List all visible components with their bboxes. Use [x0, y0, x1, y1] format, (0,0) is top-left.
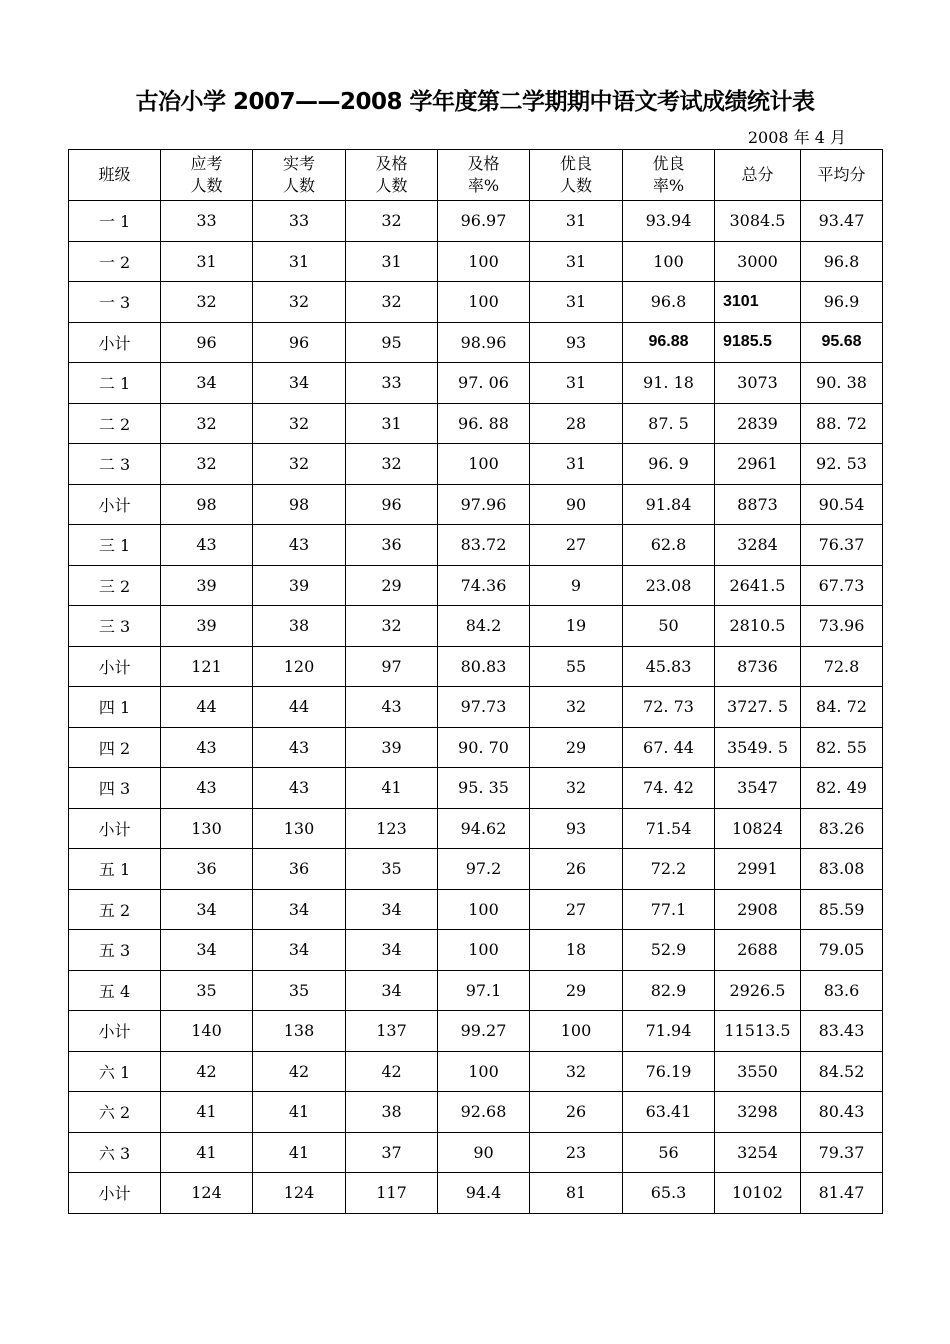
cell-average-score: 73.96: [801, 606, 883, 647]
cell-pass-rate: 80.83: [438, 646, 530, 687]
cell-excellent-rate: 50: [623, 606, 715, 647]
header-line: 及格: [375, 154, 408, 173]
cell-total-score: 9185.5: [715, 322, 801, 363]
cell-excellent-rate: 96.88: [623, 322, 715, 363]
cell-pass-count: 38: [346, 1092, 438, 1133]
cell-excellent-count: 26: [530, 849, 623, 890]
cell-expected-count: 124: [161, 1173, 253, 1214]
cell-excellent-rate: 23.08: [623, 565, 715, 606]
cell-average-score: 80.43: [801, 1092, 883, 1133]
cell-class: 五 2: [69, 889, 161, 930]
table-row: [69, 1173, 883, 1214]
cell-excellent-rate: 100: [623, 241, 715, 282]
cell-class: 小计: [69, 1173, 161, 1214]
table-row: [69, 241, 883, 282]
cell-total-score: 3254: [715, 1132, 801, 1173]
table-row: [69, 849, 883, 890]
cell-class: 五 4: [69, 970, 161, 1011]
cell-class: 五 3: [69, 930, 161, 971]
header-excellent-rate: [623, 150, 715, 201]
cell-class: 三 2: [69, 565, 161, 606]
report-date: 2008 年 4 月: [747, 128, 846, 147]
cell-excellent-count: 18: [530, 930, 623, 971]
cell-average-score: 72.8: [801, 646, 883, 687]
cell-excellent-count: 27: [530, 889, 623, 930]
cell-class: 二 3: [69, 444, 161, 485]
cell-excellent-count: 93: [530, 322, 623, 363]
cell-excellent-count: 29: [530, 727, 623, 768]
cell-expected-count: 96: [161, 322, 253, 363]
cell-actual-count: 130: [253, 808, 346, 849]
cell-excellent-rate: 63.41: [623, 1092, 715, 1133]
cell-average-score: 93.47: [801, 201, 883, 242]
cell-average-score: 90.54: [801, 484, 883, 525]
cell-pass-count: 31: [346, 241, 438, 282]
cell-expected-count: 34: [161, 889, 253, 930]
cell-pass-rate: 98.96: [438, 322, 530, 363]
cell-total-score: 2961: [715, 444, 801, 485]
cell-class: 二 1: [69, 363, 161, 404]
table-row: [69, 525, 883, 566]
cell-average-score: 81.47: [801, 1173, 883, 1214]
cell-excellent-rate: 93.94: [623, 201, 715, 242]
header-class: [69, 150, 161, 201]
cell-class: 六 3: [69, 1132, 161, 1173]
cell-total-score: 8873: [715, 484, 801, 525]
cell-excellent-count: 31: [530, 282, 623, 323]
header-line: 率%: [467, 176, 500, 195]
cell-excellent-rate: 76.19: [623, 1051, 715, 1092]
cell-total-score: 3000: [715, 241, 801, 282]
header-excellent-count: [530, 150, 623, 201]
cell-class: 三 1: [69, 525, 161, 566]
cell-actual-count: 35: [253, 970, 346, 1011]
cell-excellent-count: 31: [530, 363, 623, 404]
cell-excellent-rate: 82.9: [623, 970, 715, 1011]
cell-expected-count: 41: [161, 1132, 253, 1173]
cell-excellent-rate: 45.83: [623, 646, 715, 687]
cell-expected-count: 39: [161, 606, 253, 647]
header-line: 人数: [190, 176, 223, 195]
cell-total-score: 2908: [715, 889, 801, 930]
cell-pass-count: 41: [346, 768, 438, 809]
cell-average-score: 83.26: [801, 808, 883, 849]
cell-expected-count: 31: [161, 241, 253, 282]
cell-expected-count: 121: [161, 646, 253, 687]
cell-pass-count: 42: [346, 1051, 438, 1092]
cell-pass-count: 33: [346, 363, 438, 404]
cell-actual-count: 41: [253, 1132, 346, 1173]
cell-expected-count: 32: [161, 403, 253, 444]
cell-pass-rate: 95. 35: [438, 768, 530, 809]
cell-pass-rate: 83.72: [438, 525, 530, 566]
cell-expected-count: 43: [161, 768, 253, 809]
cell-actual-count: 34: [253, 889, 346, 930]
cell-pass-rate: 99.27: [438, 1011, 530, 1052]
cell-excellent-count: 93: [530, 808, 623, 849]
cell-actual-count: 138: [253, 1011, 346, 1052]
table-row: [69, 970, 883, 1011]
cell-class: 六 2: [69, 1092, 161, 1133]
cell-actual-count: 43: [253, 727, 346, 768]
cell-pass-rate: 96.97: [438, 201, 530, 242]
cell-actual-count: 32: [253, 444, 346, 485]
cell-excellent-count: 27: [530, 525, 623, 566]
cell-actual-count: 43: [253, 525, 346, 566]
cell-pass-count: 37: [346, 1132, 438, 1173]
cell-class: 小计: [69, 808, 161, 849]
cell-average-score: 83.08: [801, 849, 883, 890]
cell-average-score: 67.73: [801, 565, 883, 606]
cell-total-score: 3550: [715, 1051, 801, 1092]
header-line: 班级: [98, 165, 131, 184]
cell-expected-count: 33: [161, 201, 253, 242]
cell-pass-rate: 100: [438, 930, 530, 971]
cell-total-score: 2810.5: [715, 606, 801, 647]
cell-actual-count: 32: [253, 282, 346, 323]
cell-excellent-rate: 52.9: [623, 930, 715, 971]
table-row: [69, 1011, 883, 1052]
cell-pass-count: 123: [346, 808, 438, 849]
cell-excellent-rate: 71.94: [623, 1011, 715, 1052]
table-row: [69, 646, 883, 687]
cell-average-score: 79.37: [801, 1132, 883, 1173]
cell-total-score: 2926.5: [715, 970, 801, 1011]
cell-excellent-rate: 87. 5: [623, 403, 715, 444]
cell-expected-count: 36: [161, 849, 253, 890]
cell-expected-count: 32: [161, 444, 253, 485]
cell-actual-count: 124: [253, 1173, 346, 1214]
cell-pass-rate: 94.4: [438, 1173, 530, 1214]
cell-excellent-count: 90: [530, 484, 623, 525]
cell-pass-rate: 97.1: [438, 970, 530, 1011]
cell-pass-count: 34: [346, 930, 438, 971]
cell-class: 小计: [69, 484, 161, 525]
cell-excellent-count: 31: [530, 201, 623, 242]
cell-average-score: 92. 53: [801, 444, 883, 485]
table-row: [69, 606, 883, 647]
cell-excellent-rate: 91.84: [623, 484, 715, 525]
cell-excellent-count: 19: [530, 606, 623, 647]
cell-pass-count: 117: [346, 1173, 438, 1214]
cell-average-score: 82. 49: [801, 768, 883, 809]
cell-pass-rate: 74.36: [438, 565, 530, 606]
table-row: [69, 322, 883, 363]
header-line: 及格: [467, 154, 500, 173]
cell-average-score: 95.68: [801, 322, 883, 363]
table-row: [69, 444, 883, 485]
cell-excellent-rate: 56: [623, 1132, 715, 1173]
cell-class: 小计: [69, 1011, 161, 1052]
cell-expected-count: 34: [161, 930, 253, 971]
header-average-score: [801, 150, 883, 201]
cell-expected-count: 39: [161, 565, 253, 606]
cell-excellent-rate: 72.2: [623, 849, 715, 890]
page-title: 古冶小学 2007——2008 学年度第二学期期中语文考试成绩统计表: [135, 89, 815, 115]
cell-excellent-rate: 67. 44: [623, 727, 715, 768]
cell-pass-rate: 96. 88: [438, 403, 530, 444]
header-line: 优良: [559, 154, 592, 173]
cell-total-score: 8736: [715, 646, 801, 687]
table-row: [69, 282, 883, 323]
table-row: [69, 484, 883, 525]
cell-expected-count: 42: [161, 1051, 253, 1092]
cell-excellent-count: 31: [530, 241, 623, 282]
cell-excellent-count: 31: [530, 444, 623, 485]
table-row: [69, 727, 883, 768]
cell-pass-rate: 90: [438, 1132, 530, 1173]
cell-excellent-count: 23: [530, 1132, 623, 1173]
score-table: [68, 149, 883, 1214]
header-line: 总分: [741, 165, 774, 184]
cell-total-score: 3727. 5: [715, 687, 801, 728]
header-line: 人数: [375, 176, 408, 195]
cell-pass-count: 39: [346, 727, 438, 768]
cell-average-score: 83.6: [801, 970, 883, 1011]
cell-class: 一 1: [69, 201, 161, 242]
cell-pass-count: 34: [346, 970, 438, 1011]
cell-average-score: 96.8: [801, 241, 883, 282]
table-row: [69, 1092, 883, 1133]
cell-excellent-count: 29: [530, 970, 623, 1011]
cell-total-score: 10102: [715, 1173, 801, 1214]
cell-pass-count: 97: [346, 646, 438, 687]
cell-actual-count: 42: [253, 1051, 346, 1092]
cell-excellent-rate: 96. 9: [623, 444, 715, 485]
cell-total-score: 3284: [715, 525, 801, 566]
table-row: [69, 768, 883, 809]
cell-excellent-rate: 71.54: [623, 808, 715, 849]
cell-average-score: 96.9: [801, 282, 883, 323]
cell-average-score: 82. 55: [801, 727, 883, 768]
cell-actual-count: 41: [253, 1092, 346, 1133]
cell-average-score: 79.05: [801, 930, 883, 971]
header-pass-count: [346, 150, 438, 201]
cell-excellent-count: 28: [530, 403, 623, 444]
table-row: [69, 889, 883, 930]
cell-total-score: 11513.5: [715, 1011, 801, 1052]
cell-class: 一 2: [69, 241, 161, 282]
cell-actual-count: 33: [253, 201, 346, 242]
header-actual-count: [253, 150, 346, 201]
cell-pass-rate: 97.2: [438, 849, 530, 890]
cell-expected-count: 98: [161, 484, 253, 525]
cell-total-score: 3084.5: [715, 201, 801, 242]
cell-class: 五 1: [69, 849, 161, 890]
header-line: 率%: [652, 176, 685, 195]
cell-class: 四 1: [69, 687, 161, 728]
cell-excellent-count: 32: [530, 687, 623, 728]
cell-pass-count: 137: [346, 1011, 438, 1052]
cell-total-score: 3547: [715, 768, 801, 809]
cell-total-score: 2991: [715, 849, 801, 890]
cell-pass-rate: 100: [438, 241, 530, 282]
cell-class: 小计: [69, 646, 161, 687]
table-row: [69, 201, 883, 242]
cell-pass-rate: 100: [438, 889, 530, 930]
cell-actual-count: 31: [253, 241, 346, 282]
cell-excellent-rate: 62.8: [623, 525, 715, 566]
cell-total-score: 2688: [715, 930, 801, 971]
cell-actual-count: 44: [253, 687, 346, 728]
cell-actual-count: 96: [253, 322, 346, 363]
cell-actual-count: 32: [253, 403, 346, 444]
cell-pass-count: 32: [346, 606, 438, 647]
cell-expected-count: 140: [161, 1011, 253, 1052]
cell-pass-count: 34: [346, 889, 438, 930]
cell-expected-count: 43: [161, 525, 253, 566]
cell-class: 三 3: [69, 606, 161, 647]
cell-expected-count: 35: [161, 970, 253, 1011]
cell-average-score: 84. 72: [801, 687, 883, 728]
table-row: [69, 1132, 883, 1173]
cell-actual-count: 98: [253, 484, 346, 525]
cell-pass-count: 32: [346, 444, 438, 485]
cell-actual-count: 34: [253, 363, 346, 404]
cell-excellent-count: 32: [530, 768, 623, 809]
cell-class: 一 3: [69, 282, 161, 323]
cell-class: 四 3: [69, 768, 161, 809]
cell-pass-rate: 100: [438, 444, 530, 485]
cell-excellent-rate: 96.8: [623, 282, 715, 323]
cell-actual-count: 38: [253, 606, 346, 647]
cell-pass-count: 31: [346, 403, 438, 444]
table-row: [69, 808, 883, 849]
cell-pass-rate: 94.62: [438, 808, 530, 849]
cell-excellent-count: 26: [530, 1092, 623, 1133]
cell-pass-count: 43: [346, 687, 438, 728]
cell-average-score: 88. 72: [801, 403, 883, 444]
header-line: 实考: [282, 154, 315, 173]
cell-excellent-count: 81: [530, 1173, 623, 1214]
cell-expected-count: 34: [161, 363, 253, 404]
cell-pass-rate: 90. 70: [438, 727, 530, 768]
cell-class: 四 2: [69, 727, 161, 768]
cell-average-score: 83.43: [801, 1011, 883, 1052]
table-row: [69, 930, 883, 971]
cell-pass-count: 36: [346, 525, 438, 566]
cell-total-score: 3298: [715, 1092, 801, 1133]
header-line: 优良: [652, 154, 685, 173]
cell-excellent-rate: 65.3: [623, 1173, 715, 1214]
cell-pass-rate: 100: [438, 282, 530, 323]
cell-total-score: 3073: [715, 363, 801, 404]
header-pass-rate: [438, 150, 530, 201]
cell-class: 六 1: [69, 1051, 161, 1092]
cell-class: 二 2: [69, 403, 161, 444]
cell-excellent-count: 32: [530, 1051, 623, 1092]
cell-excellent-rate: 91. 18: [623, 363, 715, 404]
cell-excellent-rate: 74. 42: [623, 768, 715, 809]
cell-expected-count: 130: [161, 808, 253, 849]
cell-pass-count: 35: [346, 849, 438, 890]
cell-pass-count: 95: [346, 322, 438, 363]
cell-expected-count: 41: [161, 1092, 253, 1133]
table-row: [69, 403, 883, 444]
cell-average-score: 84.52: [801, 1051, 883, 1092]
cell-excellent-count: 9: [530, 565, 623, 606]
cell-expected-count: 44: [161, 687, 253, 728]
cell-pass-count: 32: [346, 201, 438, 242]
cell-excellent-rate: 77.1: [623, 889, 715, 930]
cell-class: 小计: [69, 322, 161, 363]
cell-excellent-count: 55: [530, 646, 623, 687]
cell-pass-rate: 97.96: [438, 484, 530, 525]
cell-pass-count: 29: [346, 565, 438, 606]
cell-pass-rate: 100: [438, 1051, 530, 1092]
cell-actual-count: 34: [253, 930, 346, 971]
cell-pass-count: 96: [346, 484, 438, 525]
table-row: [69, 687, 883, 728]
header-line: 应考: [190, 154, 223, 173]
cell-expected-count: 43: [161, 727, 253, 768]
cell-pass-rate: 92.68: [438, 1092, 530, 1133]
header-row: [69, 150, 883, 201]
cell-actual-count: 39: [253, 565, 346, 606]
cell-pass-count: 32: [346, 282, 438, 323]
cell-expected-count: 32: [161, 282, 253, 323]
cell-actual-count: 36: [253, 849, 346, 890]
header-total-score: [715, 150, 801, 201]
cell-total-score: 10824: [715, 808, 801, 849]
table-row: [69, 363, 883, 404]
header-line: 平均分: [817, 165, 866, 184]
cell-pass-rate: 84.2: [438, 606, 530, 647]
header-line: 人数: [282, 176, 315, 195]
cell-total-score: 3549. 5: [715, 727, 801, 768]
cell-pass-rate: 97. 06: [438, 363, 530, 404]
cell-actual-count: 120: [253, 646, 346, 687]
cell-average-score: 90. 38: [801, 363, 883, 404]
cell-total-score: 2839: [715, 403, 801, 444]
cell-average-score: 85.59: [801, 889, 883, 930]
cell-excellent-count: 100: [530, 1011, 623, 1052]
cell-excellent-rate: 72. 73: [623, 687, 715, 728]
cell-pass-rate: 97.73: [438, 687, 530, 728]
cell-actual-count: 43: [253, 768, 346, 809]
cell-average-score: 76.37: [801, 525, 883, 566]
cell-total-score: 2641.5: [715, 565, 801, 606]
header-line: 人数: [559, 176, 592, 195]
header-expected-count: [161, 150, 253, 201]
table-row: [69, 565, 883, 606]
table-row: [69, 1051, 883, 1092]
cell-total-score: 3101: [715, 282, 801, 323]
